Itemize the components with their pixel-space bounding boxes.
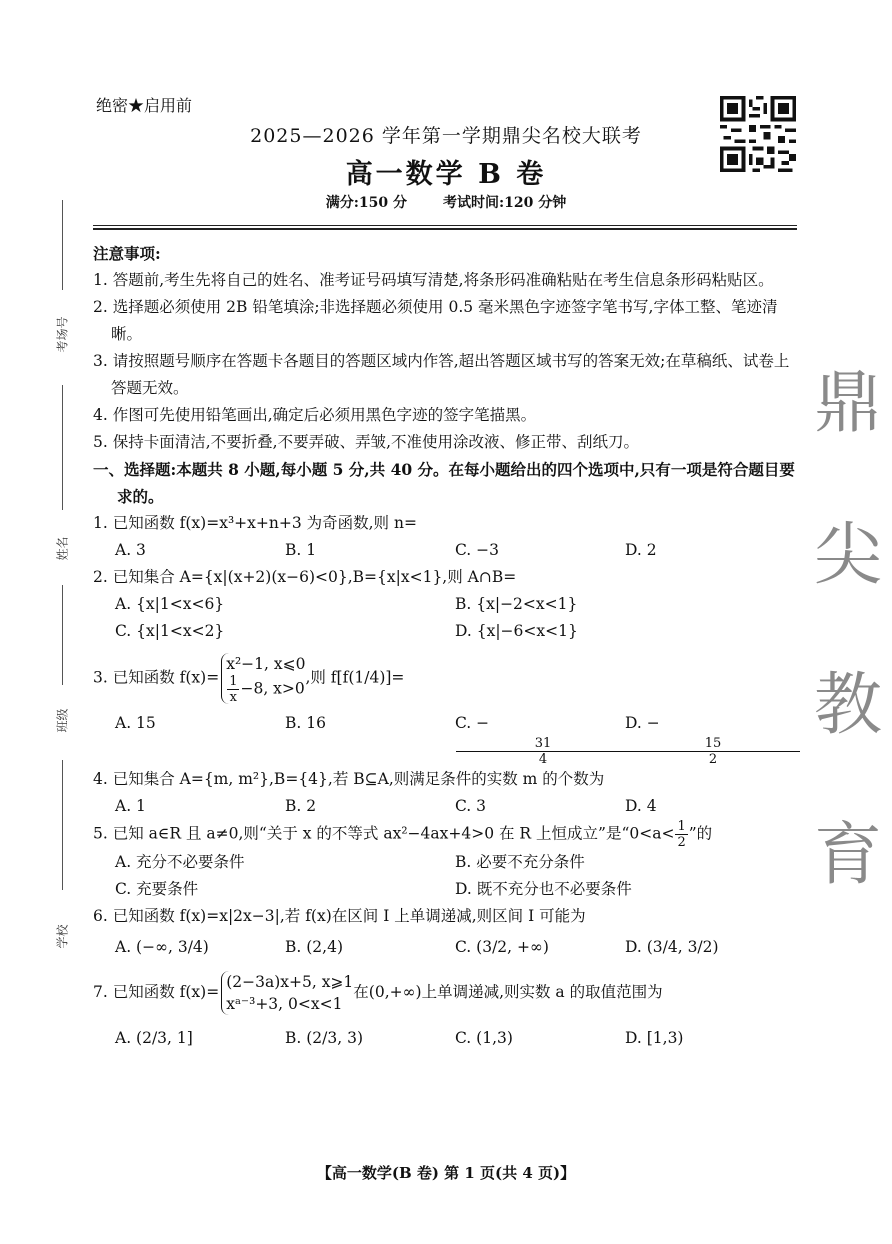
question-2-options [93,591,803,618]
question-5-suffix: ”的 [688,824,713,843]
denominator: x [229,690,238,705]
question-2-options [93,618,803,645]
side-line [62,385,63,510]
numerator: 1 [677,819,686,834]
option: A. 15 [115,714,156,732]
fraction [675,820,687,849]
question-6-stem: 6. 已知函数 f(x)=x|2x−3|,若 f(x)在区间 I 上单调递减,则区间 I 可能为 [93,907,586,925]
question-3-stem [93,653,803,704]
side-label-class: 班级 [55,708,70,733]
option: B. 2 [285,797,317,815]
exam-content [93,240,803,1052]
header-rule [93,228,797,230]
numerator: 1 [229,674,238,689]
piece-2 [226,675,305,704]
brand-char: 尖 [814,516,883,595]
option: A. 充分不必要条件 [115,853,245,871]
option: B. 16 [285,714,326,732]
question-5-options [93,876,803,903]
piece-1: x²−1, x⩽0 [226,655,306,673]
option: D. (3/4, 3/2) [625,938,719,956]
brand-char: 鼎 [814,364,883,443]
side-label-room: 考场号 [55,316,70,353]
option: C. 充要条件 [115,880,199,898]
exam-title: 2025—2026 学年第一学期鼎尖名校大联考 [250,125,642,147]
option: C. 3 [455,797,487,815]
question-4-stem: 4. 已知集合 A={m, m²},B={4},若 B⊆A,则满足条件的实数 m 的个数为 [93,770,605,788]
option: A. 1 [115,797,146,815]
exam-meta [0,192,892,212]
option: C. −3 [455,541,500,559]
option: C. (1,3) [455,1029,513,1047]
piecewise-brace [221,971,353,1015]
piecewise-brace [221,653,305,704]
side-label-name: 姓名 [55,536,70,561]
question-1-options [93,537,803,564]
question-5-options [93,849,803,876]
option: D. 4 [625,797,657,815]
numerator: 31 [456,737,630,752]
note-item: 5. 保持卡面清洁,不要折叠,不要弄破、弄皱,不准使用涂改液、修正带、刮纸刀。 [93,433,639,451]
side-line [62,200,63,290]
brand-char: 教 [814,666,883,745]
denominator: 2 [677,835,686,850]
question-3-prefix: 3. 已知函数 f(x)= [93,668,220,687]
option: C. (3/2, +∞) [455,938,549,956]
notes-title: 注意事项: [93,244,161,263]
subject-title: 高一数学 B 卷 [345,159,547,190]
piece-1: (2−3a)x+5, x⩾1 [226,973,354,991]
question-3-options [93,710,803,766]
question-2-stem: 2. 已知集合 A={x|(x+2)(x−6)<0},B={x|x<1},则 A∩B= [93,568,517,586]
option: D. 2 [625,541,657,559]
page-footer: 【高一数学(B 卷) 第 1 页(共 4 页)】 [316,1164,576,1182]
question-3-tail: ,则 f[f(1/4)]= [305,668,405,687]
option: B. (2/3, 3) [285,1029,363,1047]
option: B. {x|−2<x<1} [455,595,578,613]
option: B. 1 [285,541,317,559]
option: B. (2,4) [285,938,343,956]
qr-code-icon [720,96,796,172]
question-5-stem [93,820,803,849]
option: D. [1,3) [625,1029,684,1047]
exam-time: 考试时间:120 分钟 [443,195,567,211]
option: A. (2/3, 1] [115,1029,193,1047]
option: D. 既不充分也不必要条件 [455,880,632,898]
question-7-prefix: 7. 已知函数 f(x)= [93,983,220,1001]
confidential-label: 绝密★启用前 [96,96,193,115]
side-label-school: 学校 [55,924,70,949]
side-line [62,760,63,890]
option: B. 必要不充分条件 [455,853,585,871]
denominator: 2 [708,752,718,767]
fraction [456,737,626,766]
question-7-tail: 在(0,+∞)上单调递减,则实数 a 的取值范围为 [353,983,663,1001]
fraction [227,675,239,704]
option: A. 3 [115,541,146,559]
brand-char: 育 [814,816,883,895]
fraction [626,737,796,766]
note-item: 2. 选择题必须使用 2B 铅笔填涂;非选择题必须使用 0.5 毫米黑色字迹签字笔书写,字体工整、笔迹清晰。 [93,298,778,343]
note-item: 3. 请按照题号顺序在答题卡各题目的答题区域内作答,超出答题区域书写的答案无效;在草稿纸、试卷上答题无效。 [93,352,790,397]
option: D. {x|−6<x<1} [455,622,578,640]
option [455,710,625,766]
question-7-stem [93,971,803,1015]
note-item: 1. 答题前,考生先将自己的姓名、准考证号码填写清楚,将条形码准确粘贴在考生信息条形码粘贴区。 [93,271,774,289]
question-5-prefix: 5. 已知 a∈R 且 a≠0,则“关于 x 的不等式 ax²−4ax+4>0 在 R 上恒成立”是“0<a< [93,824,675,843]
option: A. (−∞, 3/4) [115,938,209,956]
question-7-options [93,1025,803,1052]
option-prefix: D. − [625,714,660,732]
option [625,710,795,766]
question-6-options [93,934,803,961]
question-1-stem: 1. 已知函数 f(x)=x³+x+n+3 为奇函数,则 n= [93,514,417,532]
option-prefix: C. − [455,714,490,732]
side-line [62,585,63,685]
question-4-options [93,793,803,820]
piece-2-rest: −8, x>0 [240,679,305,698]
section-heading: 一、选择题:本题共 8 小题,每小题 5 分,共 40 分。在每小题给出的四个选项中,只有一项是符合题目要求的。 [93,460,795,506]
full-score: 满分:150 分 [325,195,407,211]
option: A. {x|1<x<6} [115,595,225,613]
header-rule [93,225,797,226]
note-item: 4. 作图可先使用铅笔画出,确定后必须用黑色字迹的签字笔描黑。 [93,406,537,424]
denominator: 4 [538,752,548,767]
option: C. {x|1<x<2} [115,622,225,640]
piece-2: xᵃ⁻³+3, 0<x<1 [226,995,343,1013]
numerator: 15 [626,737,800,752]
